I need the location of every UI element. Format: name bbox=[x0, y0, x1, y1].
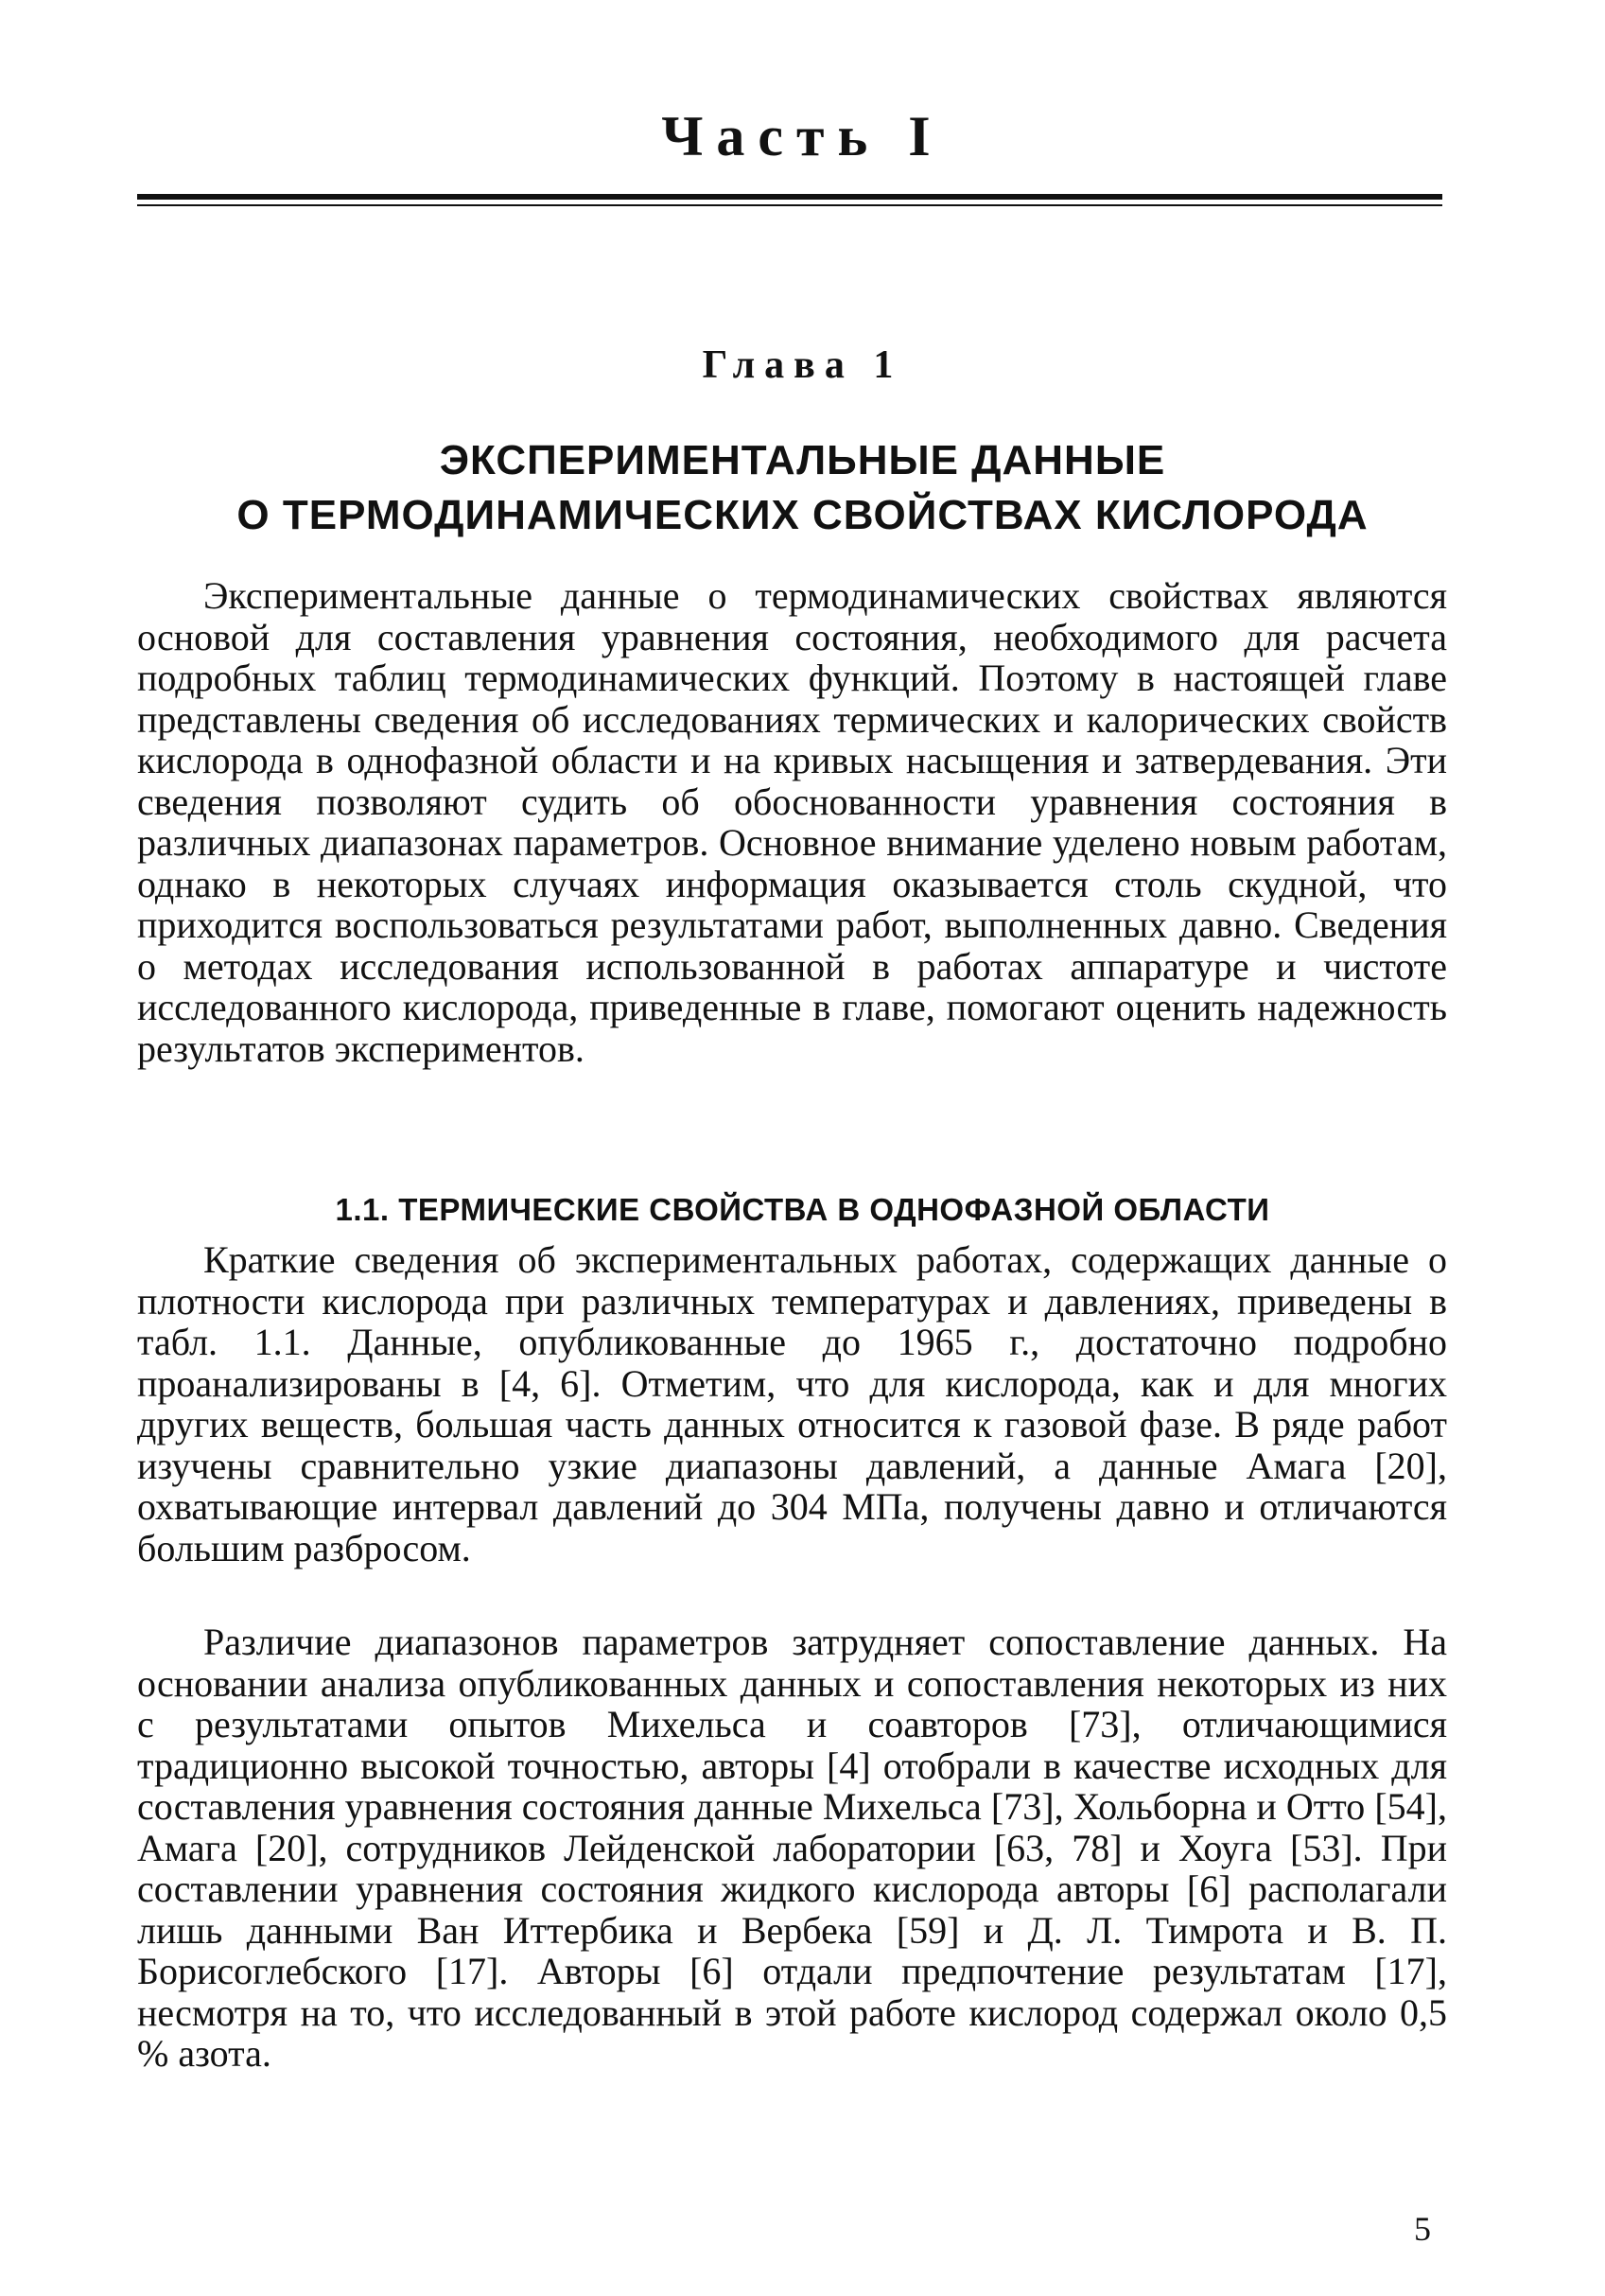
double-rule-thin bbox=[137, 204, 1442, 206]
chapter-title-line-1: ЭКСПЕРИМЕНТАЛЬНЫЕ ДАННЫЕ bbox=[439, 437, 1166, 483]
section-paragraph-2: Различие диапазонов параметров затрудняет сопоставление данных. На основании анализа опубликованных данных и сопоставления некоторых из них с результатами опытов Михельса и соавторов [73], отличающимися традиционно высокой точностью, авторы [4] отобрали в качестве исходных для составления уравнения состояния данные Михельса [73], Хольборна и Отто [54], Амага [20], сотрудников Лейденской лаборатории [63, 78] и Хоуга [53]. При составлении уравнения состояния жидкого кислорода авторы [6] располагали лишь данными Ван Иттербика и Вербека [59] и Д. Л. Тимрота и В. П. Борисоглебского [17]. Авторы [6] отдали предпочтение результатам [17], несмотря на то, что исследованный в этой работе кислород содержал около 0,5 % азота. bbox=[137, 1621, 1447, 2075]
chapter-label: Глава 1 bbox=[702, 343, 903, 387]
section-heading: 1.1. ТЕРМИЧЕСКИЕ СВОЙСТВА В ОДНОФАЗНОЙ ОБЛАСТИ bbox=[335, 1192, 1270, 1227]
part-title: Часть I bbox=[661, 105, 944, 167]
chapter-title bbox=[0, 433, 1605, 543]
section-paragraph-1: Краткие сведения об экспериментальных работах, содержащих данные о плотности кислорода при различных температурах и давлениях, приведены в табл. 1.1. Данные, опубликованные до 1965 г., достаточно подробно проанализированы в [4, 6]. Отметим, что для кислорода, как и для многих других веществ, большая часть данных относится к газовой фазе. В ряде работ изучены сравнительно узкие диапазоны давлений, а данные Амага [20], охватывающие интервал давлений до 304 МПа, получены давно и отличаются большим разбросом. bbox=[137, 1238, 1447, 1569]
double-rule-thick bbox=[137, 194, 1442, 200]
chapter-title-line-2: О ТЕРМОДИНАМИЧЕСКИХ СВОЙСТВАХ КИСЛОРОДА bbox=[236, 492, 1369, 538]
intro-paragraph: Экспериментальные данные о термодинамических свойствах являются основой для составления уравнения состояния, необходимого для расчета подробных таблиц термодинамических функций. Поэтому в настоящей главе представлены сведения об исследованиях термических и калорических свойств кислорода в однофазной области и на кривых насыщения и затвердевания. Эти сведения позволяют судить об обоснованности уравнения состояния в различных диапазонах параметров. Основное внимание уделено новым работам, однако в некоторых случаях информация оказывается столь скудной, что приходится воспользоваться результатами работ, выполненных давно. Сведения о методах исследования использованной в работах аппаратуре и чистоте исследованного кислорода, приведенные в главе, помогают оценить надежность результатов экспериментов. bbox=[137, 574, 1447, 1070]
page-number: 5 bbox=[1414, 2210, 1431, 2248]
